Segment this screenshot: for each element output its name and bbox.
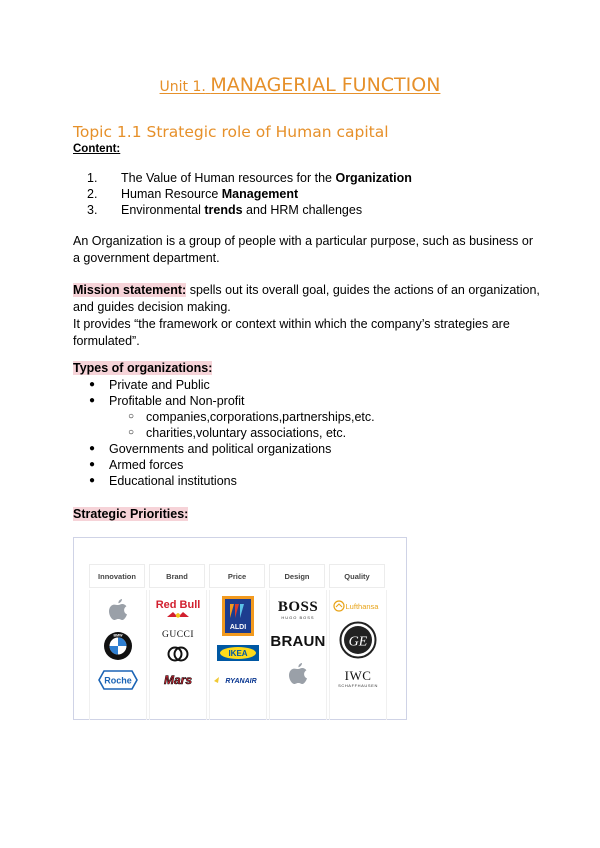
braun-logo-icon xyxy=(270,630,326,652)
ryanair-logo-icon xyxy=(210,670,266,690)
apple-logo-icon xyxy=(90,596,146,626)
list-text: Governments and political organizations xyxy=(109,442,332,456)
apple-logo-icon xyxy=(270,660,326,690)
ge-text: GE xyxy=(348,634,368,650)
bullet-icon: ● xyxy=(89,443,96,454)
boss-sub-text: HUGO BOSS xyxy=(281,615,315,620)
list-text-tail: and HRM challenges xyxy=(242,203,363,217)
mission-label: Mission statement: xyxy=(73,283,187,297)
list-text: The Value of Human resources for the xyxy=(121,171,336,185)
ryanair-text: RYANAIR xyxy=(225,678,257,685)
list-number: 2. xyxy=(87,187,98,201)
column-price xyxy=(209,564,265,694)
redbull-logo-icon xyxy=(150,596,206,622)
list-number: 3. xyxy=(87,203,98,217)
bullet-icon: ● xyxy=(89,459,96,470)
iwc-text: IWC xyxy=(344,668,372,683)
aldi-text: ALDI xyxy=(229,624,247,631)
list-text: Environmental xyxy=(121,203,205,217)
list-text: Armed forces xyxy=(109,458,184,472)
topic-heading: Topic 1.1 Strategic role of Human capital xyxy=(73,123,389,141)
column-header: Price xyxy=(209,564,265,588)
boss-text: BOSS xyxy=(277,599,319,615)
list-text: companies,corporations,partnerships,etc. xyxy=(146,410,375,424)
bmw-text: BMW xyxy=(113,633,123,638)
bmw-logo-icon xyxy=(90,630,146,662)
column-brand xyxy=(149,564,205,694)
column-innovation xyxy=(89,564,145,694)
ikea-logo-icon xyxy=(210,644,266,662)
unit-title xyxy=(0,74,600,96)
list-text: Private and Public xyxy=(109,378,210,392)
column-quality xyxy=(329,564,385,694)
ge-logo-icon xyxy=(330,620,386,660)
bullet-icon: ● xyxy=(89,395,96,406)
ikea-text: IKEA xyxy=(228,649,248,658)
list-text: Profitable and Non-profit xyxy=(109,394,245,408)
unit-heading: MANAGERIAL FUNCTION xyxy=(210,74,441,96)
mars-text: Mars xyxy=(163,673,193,687)
column-header: Innovation xyxy=(89,564,145,588)
lufthansa-text: Lufthansa xyxy=(345,602,379,611)
iwc-sub-text: SCHAFFHAUSEN xyxy=(338,683,378,688)
column-header: Quality xyxy=(329,564,385,588)
lufthansa-logo-icon xyxy=(330,598,386,614)
list-text: charities,voluntary associations, etc. xyxy=(146,426,347,440)
list-number: 1. xyxy=(87,171,98,185)
column-header: Design xyxy=(269,564,325,588)
organization-paragraph: An Organization is a group of people with a particular purpose, such as business or a government department. xyxy=(73,234,533,265)
list-bold-text: Management xyxy=(221,187,299,201)
strategic-heading: Strategic Priorities: xyxy=(73,507,189,521)
content-label: Content: xyxy=(73,143,121,155)
redbull-text: Red Bull xyxy=(155,599,201,611)
list-bold-text: trends xyxy=(204,203,243,217)
column-header: Brand xyxy=(149,564,205,588)
gucci-text: GUCCI xyxy=(161,630,195,640)
types-heading: Types of organizations: xyxy=(73,361,213,375)
roche-text: Roche xyxy=(104,675,132,686)
roche-logo-icon xyxy=(90,668,146,692)
list-text: Educational institutions xyxy=(109,474,237,488)
bullet-icon: ● xyxy=(89,379,96,390)
mission-paragraph xyxy=(73,282,543,350)
mission-text: spells out its overall goal, guides the actions of an organization, and guides decision making. xyxy=(73,283,540,314)
mission-framework-text: It provides “the framework or context within which the company’s strategies are formulated”. xyxy=(73,317,510,348)
hollow-bullet-icon: ○ xyxy=(128,427,135,438)
list-bold-text: Organization xyxy=(335,171,412,185)
unit-prefix: Unit 1. xyxy=(159,79,206,95)
bullet-icon: ● xyxy=(89,475,96,486)
boss-logo-icon xyxy=(270,596,326,624)
iwc-logo-icon xyxy=(330,666,386,692)
strategic-priorities-figure xyxy=(73,537,407,720)
list-text: Human Resource xyxy=(121,187,222,201)
braun-text: BRAUN xyxy=(270,632,326,650)
aldi-logo-icon xyxy=(210,594,266,638)
gucci-logo-icon xyxy=(150,644,206,664)
hollow-bullet-icon: ○ xyxy=(128,411,135,422)
column-design xyxy=(269,564,325,694)
mars-logo-icon xyxy=(150,670,206,690)
